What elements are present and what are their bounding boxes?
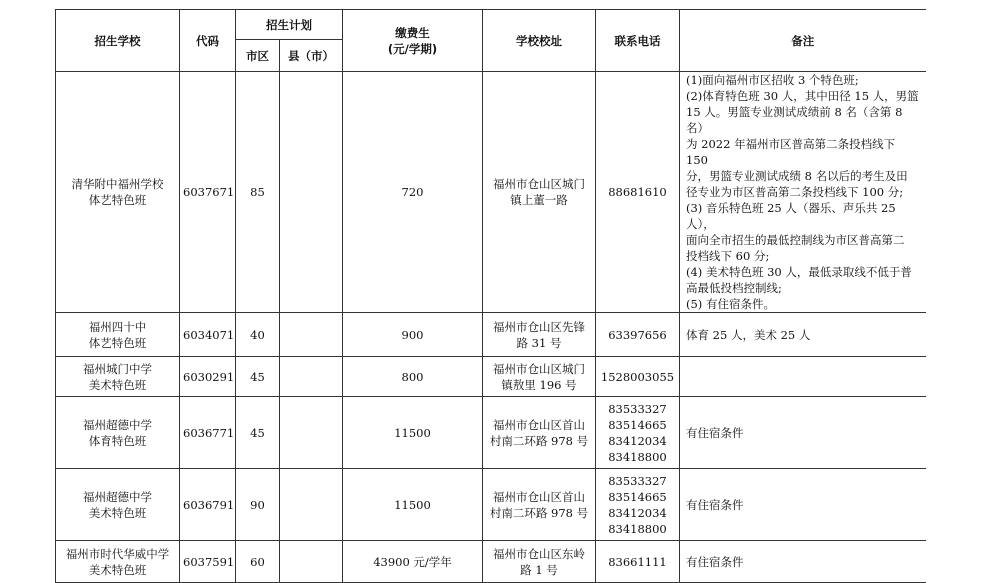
header-plan-county: 县（市）	[280, 40, 343, 72]
cell-phone: 1528003055	[596, 357, 680, 397]
cell-notes: 有住宿条件	[680, 397, 926, 469]
cell-code: 6034071	[180, 313, 236, 357]
cell-phone: 88681610	[596, 72, 680, 313]
header-address: 学校校址	[483, 10, 596, 72]
cell-fee: 43900 元/学年	[343, 541, 483, 583]
header-phone: 联系电话	[596, 10, 680, 72]
table-row	[56, 541, 926, 583]
cell-address: 福州市仓山区东岭 路 1 号	[483, 541, 596, 583]
table-row	[56, 357, 926, 397]
cell-fee: 720	[343, 72, 483, 313]
cell-fee: 11500	[343, 397, 483, 469]
cell-address: 福州市仓山区城门 镇上董一路	[483, 72, 596, 313]
cell-school: 清华附中福州学校 体艺特色班	[56, 72, 180, 313]
table-body	[56, 72, 926, 583]
cell-city: 40	[236, 313, 280, 357]
cell-county	[280, 541, 343, 583]
cell-notes: 体育 25 人，美术 25 人	[680, 313, 926, 357]
cell-code: 6037591	[180, 541, 236, 583]
header-notes: 备注	[680, 10, 926, 72]
cell-school: 福州市时代华威中学 美术特色班	[56, 541, 180, 583]
cell-city: 60	[236, 541, 280, 583]
cell-phone: 83533327 83514665 83412034 83418800	[596, 469, 680, 541]
cell-fee: 800	[343, 357, 483, 397]
cell-address: 福州市仓山区城门 镇敖里 196 号	[483, 357, 596, 397]
cell-city: 45	[236, 397, 280, 469]
cell-address: 福州市仓山区先锋 路 31 号	[483, 313, 596, 357]
header-plan-city: 市区	[236, 40, 280, 72]
cell-fee: 900	[343, 313, 483, 357]
cell-school: 福州超德中学 美术特色班	[56, 469, 180, 541]
cell-notes: 有住宿条件	[680, 469, 926, 541]
header-school: 招生学校	[56, 10, 180, 72]
header-code: 代码	[180, 10, 236, 72]
cell-city: 45	[236, 357, 280, 397]
cell-code: 6037671	[180, 72, 236, 313]
cell-city: 90	[236, 469, 280, 541]
table-row	[56, 469, 926, 541]
cell-county	[280, 469, 343, 541]
cell-address: 福州市仓山区首山 村南二环路 978 号	[483, 397, 596, 469]
cell-city: 85	[236, 72, 280, 313]
cell-phone: 83533327 83514665 83412034 83418800	[596, 397, 680, 469]
cell-code: 6036771	[180, 397, 236, 469]
cell-fee: 11500	[343, 469, 483, 541]
cell-county	[280, 397, 343, 469]
cell-phone: 63397656	[596, 313, 680, 357]
cell-phone: 83661111	[596, 541, 680, 583]
cell-notes: 有住宿条件	[680, 541, 926, 583]
table-row	[56, 72, 926, 313]
admissions-table	[55, 9, 926, 583]
cell-school: 福州四十中 体艺特色班	[56, 313, 180, 357]
cell-code: 6030291	[180, 357, 236, 397]
cell-county	[280, 72, 343, 313]
cell-address: 福州市仓山区首山 村南二环路 978 号	[483, 469, 596, 541]
cell-school: 福州超德中学 体育特色班	[56, 397, 180, 469]
cell-school: 福州城门中学 美术特色班	[56, 357, 180, 397]
cell-county	[280, 357, 343, 397]
cell-county	[280, 313, 343, 357]
table-row	[56, 313, 926, 357]
header-fee: 缴费生 (元/学期)	[343, 10, 483, 72]
header-plan: 招生计划	[236, 10, 343, 40]
cell-notes	[680, 357, 926, 397]
cell-code: 6036791	[180, 469, 236, 541]
table-row	[56, 397, 926, 469]
cell-notes: (1)面向福州市区招收 3 个特色班; (2)体育特色班 30 人，其中田径 15 人，男篮 15 人。男篮专业测试成绩前 8 名（含第 8 名） 为 2022 年福州市区普高第二条投档线下 150 分，男篮专业测试成绩 8 名以后的考生及田 径专业为市区普高第二条投档线下 100 分; (3) 音乐特色班 25 人（器乐、声乐共 25 人）， 面向全市招生的最低控制线为市区普高第二 投档线下 60 分; (4) 美术特色班 30 人，最低录取线不低于普 高最低投档控制线; (5) 有住宿条件。	[680, 72, 926, 313]
